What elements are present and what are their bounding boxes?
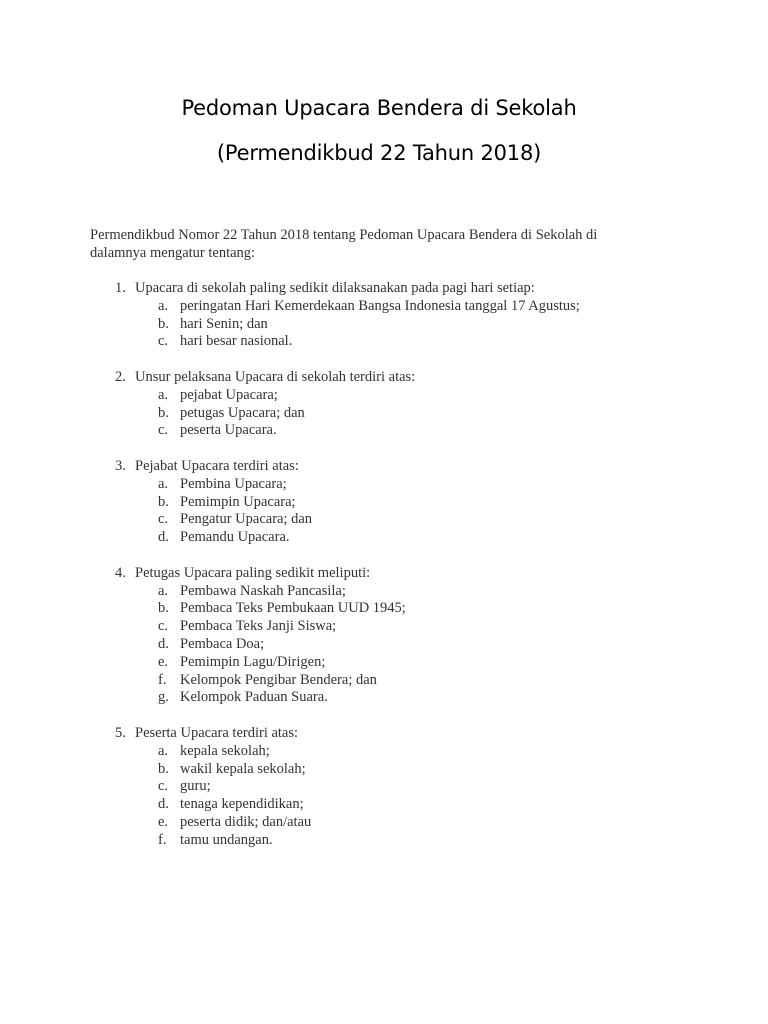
- list-item-number: 3.: [115, 457, 126, 474]
- sub-list-item: [90, 511, 730, 529]
- sub-list-item-letter: b.: [158, 315, 169, 332]
- document-subtitle: (Permendikbud 22 Tahun 2018): [216, 141, 542, 165]
- sub-list-item-letter: d.: [158, 529, 169, 546]
- sub-list-item-letter: a.: [158, 742, 169, 759]
- list-item-number-cell: [90, 725, 135, 743]
- list-item-number-cell: [90, 280, 135, 298]
- list-item-text: Pejabat Upacara terdiri atas:: [135, 457, 299, 474]
- list-item-heading: [90, 369, 730, 387]
- sub-list-item-letter: b.: [158, 600, 169, 617]
- sub-list-item-letter: e.: [158, 813, 169, 830]
- sub-list-item-text: wakil kepala sekolah;: [180, 760, 306, 777]
- sub-list-item: [90, 689, 730, 707]
- sub-list-item: [90, 796, 730, 814]
- sub-list-item-letter: b.: [158, 760, 169, 777]
- sub-list-item: [90, 832, 730, 850]
- sub-list-item-text: pejabat Upacara;: [180, 386, 278, 403]
- sub-list-item-letter: b.: [158, 404, 169, 421]
- sub-list-item-text: Pengatur Upacara; dan: [180, 511, 313, 528]
- document-title: Pedoman Upacara Bendera di Sekolah: [181, 96, 577, 120]
- sub-list-item-letter: a.: [158, 475, 169, 492]
- sub-list-item-text: Pemimpin Upacara;: [180, 493, 296, 510]
- sub-list-item: [90, 672, 730, 690]
- sub-list-item-letter: g.: [158, 689, 169, 706]
- sub-list-item-letter: a.: [158, 297, 169, 314]
- sub-list-item-letter: d.: [158, 796, 169, 813]
- sub-list-item: [90, 298, 730, 316]
- list-item-text: Unsur pelaksana Upacara di sekolah terdiri atas:: [135, 368, 416, 385]
- sub-list-item-text: peserta didik; dan/atau: [180, 813, 312, 830]
- sub-list-item-text: guru;: [180, 778, 211, 795]
- sub-list-item: [90, 422, 730, 440]
- sub-list-item-letter: a.: [158, 386, 169, 403]
- list-item-number: 2.: [115, 368, 126, 385]
- sub-list-item-letter: d.: [158, 635, 169, 652]
- sub-list-item: [90, 600, 730, 618]
- sub-list-item-text: peringatan Hari Kemerdekaan Bangsa Indonesia tanggal 17 Agustus;: [180, 297, 580, 314]
- intro-paragraph: [90, 227, 650, 262]
- list-item-text: Peserta Upacara terdiri atas:: [135, 724, 299, 741]
- list-item-number: 5.: [115, 724, 126, 741]
- sub-list-item-text: kepala sekolah;: [180, 742, 270, 759]
- sub-list-item-text: Pembaca Teks Janji Siswa;: [180, 618, 337, 635]
- list-item-number-cell: [90, 565, 135, 583]
- sub-list-item-text: Pemandu Upacara.: [180, 529, 290, 546]
- sub-list-item-letter: c.: [158, 778, 169, 795]
- sub-list-item-text: tamu undangan.: [180, 831, 273, 848]
- sub-list-item-text: peserta Upacara.: [180, 422, 277, 439]
- sub-list-item-letter: c.: [158, 511, 169, 528]
- list-item-number-cell: [90, 369, 135, 387]
- sub-list-item: [90, 387, 730, 405]
- sub-list-item-letter: f.: [158, 671, 167, 688]
- sub-list-item-text: Pemimpin Lagu/Dirigen;: [180, 653, 326, 670]
- sub-list-item-letter: e.: [158, 653, 169, 670]
- sub-list-item: [90, 618, 730, 636]
- sub-list-item-text: Pembawa Naskah Pancasila;: [180, 582, 346, 599]
- sub-list-item-text: tenaga kependidikan;: [180, 796, 304, 813]
- sub-list-item: [90, 814, 730, 832]
- list-item: [90, 280, 730, 351]
- sub-list-item-text: hari Senin; dan: [180, 315, 268, 332]
- numbered-list: [90, 280, 730, 867]
- sub-list-item: [90, 583, 730, 601]
- sub-list-item: [90, 476, 730, 494]
- intro-line: dalamnya mengatur tentang:: [90, 244, 256, 261]
- sub-list-item-text: hari besar nasional.: [180, 333, 293, 350]
- sub-list-item-letter: c.: [158, 422, 169, 439]
- list-item-heading: [90, 725, 730, 743]
- sub-list-item-text: petugas Upacara; dan: [180, 404, 305, 421]
- list-item-text: Petugas Upacara paling sedikit meliputi:: [135, 564, 371, 581]
- list-item: [90, 369, 730, 440]
- list-item: [90, 725, 730, 850]
- intro-line: Permendikbud Nomor 22 Tahun 2018 tentang Pedoman Upacara Bendera di Sekolah di: [90, 227, 598, 243]
- sub-list-item-text: Pembina Upacara;: [180, 475, 287, 492]
- list-item: [90, 565, 730, 707]
- sub-list-item: [90, 743, 730, 761]
- list-item: [90, 458, 730, 547]
- sub-list-item: [90, 494, 730, 512]
- list-item-text: Upacara di sekolah paling sedikit dilaksanakan pada pagi hari setiap:: [135, 280, 535, 296]
- list-item-heading: [90, 280, 730, 298]
- sub-list-item: [90, 405, 730, 423]
- list-item-heading: [90, 565, 730, 583]
- sub-list-item: [90, 778, 730, 796]
- sub-list-item-text: Pembaca Doa;: [180, 635, 265, 652]
- sub-list-item-letter: c.: [158, 618, 169, 635]
- list-item-number-cell: [90, 458, 135, 476]
- sub-list-item: [90, 654, 730, 672]
- sub-list-item-letter: f.: [158, 831, 167, 848]
- list-item-number: 4.: [115, 564, 126, 581]
- sub-list-item: [90, 761, 730, 779]
- sub-list-item-letter: a.: [158, 582, 169, 599]
- sub-list-item: [90, 636, 730, 654]
- sub-list-item: [90, 316, 730, 334]
- list-item-number: 1.: [115, 280, 126, 296]
- sub-list-item-letter: c.: [158, 333, 169, 350]
- sub-list-item-letter: b.: [158, 493, 169, 510]
- sub-list-item: [90, 529, 730, 547]
- sub-list-item-text: Kelompok Pengibar Bendera; dan: [180, 671, 377, 688]
- list-item-heading: [90, 458, 730, 476]
- sub-list-item-text: Kelompok Paduan Suara.: [180, 689, 328, 706]
- sub-list-item: [90, 333, 730, 351]
- sub-list-item-text: Pembaca Teks Pembukaan UUD 1945;: [180, 600, 406, 617]
